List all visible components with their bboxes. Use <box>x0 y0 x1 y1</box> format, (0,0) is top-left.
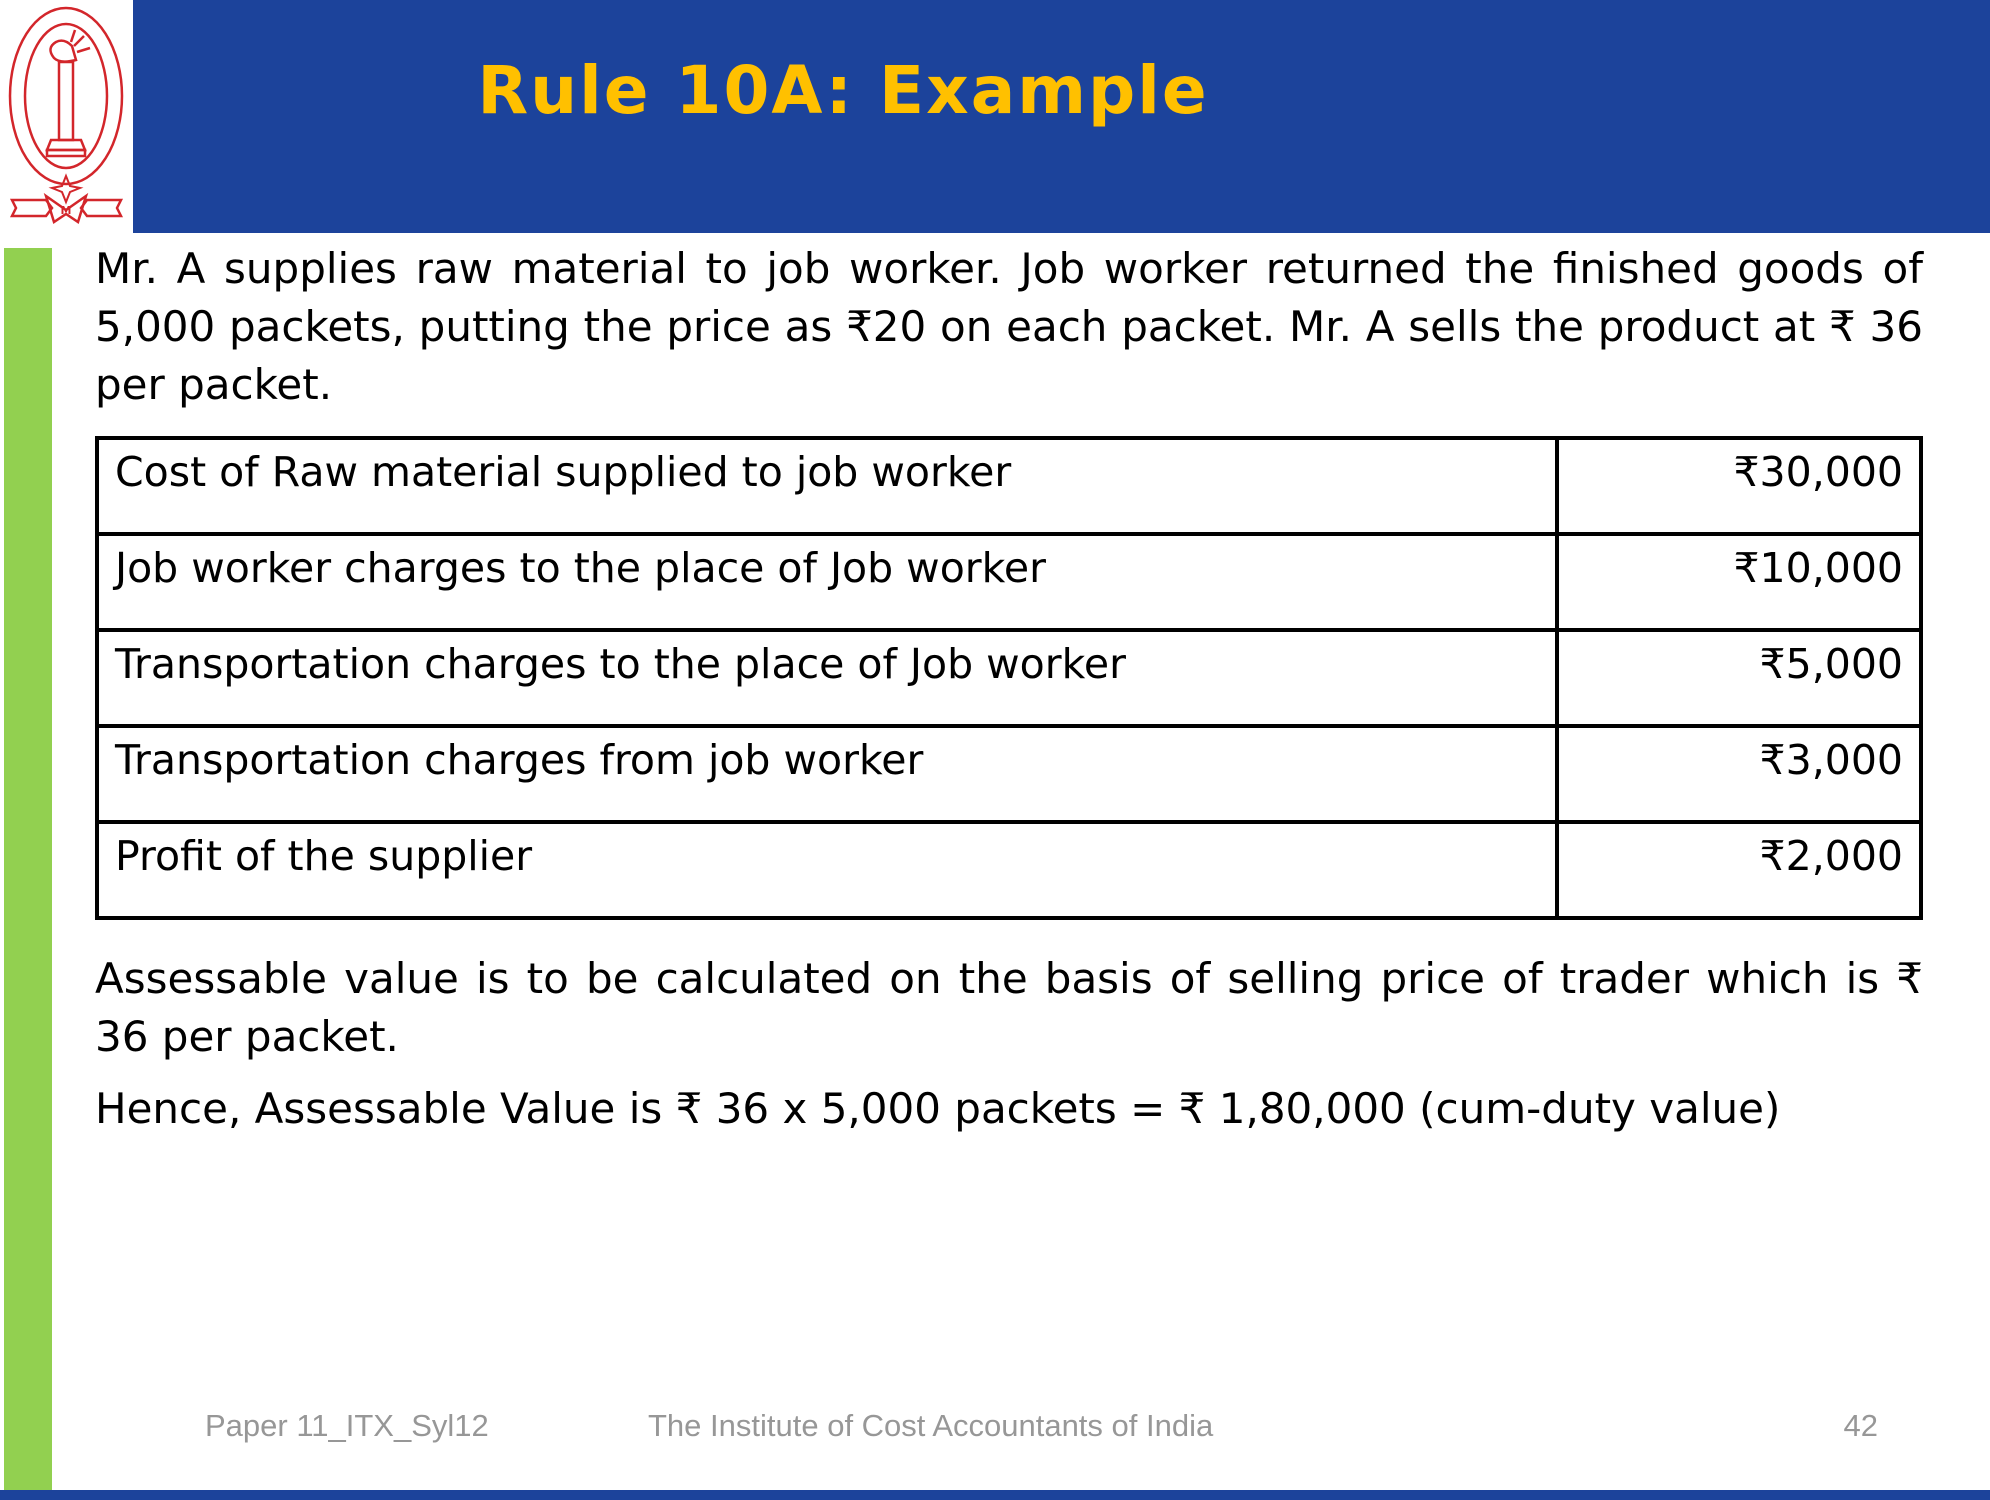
icai-emblem-icon <box>4 0 129 234</box>
accent-stripe <box>4 248 52 1490</box>
bottom-accent-bar <box>0 1490 1990 1500</box>
row-value: ₹30,000 <box>1557 438 1921 534</box>
row-value: ₹10,000 <box>1557 534 1921 630</box>
row-label: Transportation charges to the place of Job worker <box>97 630 1557 726</box>
slide-footer <box>0 1408 1990 1452</box>
row-value: ₹3,000 <box>1557 726 1921 822</box>
svg-text:M: M <box>60 204 72 217</box>
cost-table <box>95 436 1923 920</box>
footer-page-number: 42 <box>1843 1408 1878 1443</box>
table-row <box>97 534 1921 630</box>
row-label: Transportation charges from job worker <box>97 726 1557 822</box>
slide-title: Rule 10A: Example <box>477 52 1209 129</box>
row-label: Cost of Raw material supplied to job worker <box>97 438 1557 534</box>
table-row <box>97 822 1921 918</box>
row-value: ₹5,000 <box>1557 630 1921 726</box>
row-label: Profit of the supplier <box>97 822 1557 918</box>
table-row <box>97 726 1921 822</box>
footer-paper-id: Paper 11_ITX_Syl12 <box>205 1408 489 1443</box>
table-row <box>97 630 1921 726</box>
footer-institute-name: The Institute of Cost Accountants of India <box>648 1408 1214 1443</box>
row-label: Job worker charges to the place of Job worker <box>97 534 1557 630</box>
table-row <box>97 438 1921 534</box>
slide-header <box>0 0 1990 233</box>
conclusion-note: Hence, Assessable Value is ₹ 36 x 5,000 packets = ₹ 1,80,000 (cum-duty value) <box>95 1083 1781 1133</box>
institute-logo <box>0 0 133 233</box>
row-value: ₹2,000 <box>1557 822 1921 918</box>
assessable-value-note: Assessable value is to be calculated on the basis of selling price of trader which is ₹ 36 per packet. <box>95 953 1923 1061</box>
slide-body <box>95 240 1923 1138</box>
intro-paragraph: Mr. A supplies raw material to job worker. Job worker returned the finished goods of 5,000 packets, putting the price as ₹20 on each packet. Mr. A sells the product at ₹ 36 per packet. <box>95 244 1923 409</box>
